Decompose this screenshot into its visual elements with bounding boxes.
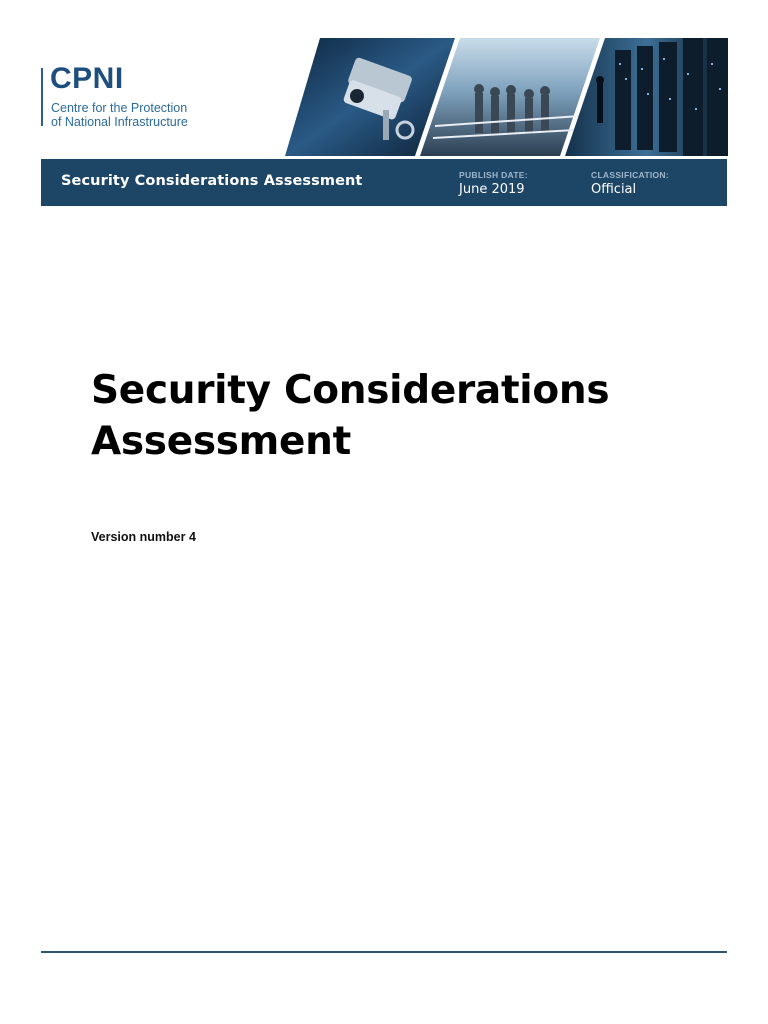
logo-wordmark: CPNI	[50, 62, 124, 95]
classification-value: Official	[591, 182, 637, 197]
logo-subtitle-line1: Centre for the Protection	[51, 101, 188, 115]
publish-date-value: June 2019	[459, 182, 525, 197]
version-number: Version number 4	[91, 530, 196, 544]
header-image-collage	[285, 38, 728, 156]
document-title	[91, 365, 651, 467]
logo-subtitle-line2: of National Infrastructure	[51, 115, 188, 129]
footer-divider	[41, 951, 727, 953]
document-title-line1: Security Considerations	[91, 368, 610, 413]
logo-subtitle	[51, 101, 188, 129]
title-banner	[41, 159, 727, 206]
banner-title: Security Considerations Assessment	[61, 173, 363, 189]
classification-label: CLASSIFICATION:	[591, 170, 670, 180]
document-title-line2: Assessment	[91, 419, 351, 464]
logo-bar	[41, 68, 43, 126]
publish-date-label: PUBLISH DATE:	[459, 170, 528, 180]
